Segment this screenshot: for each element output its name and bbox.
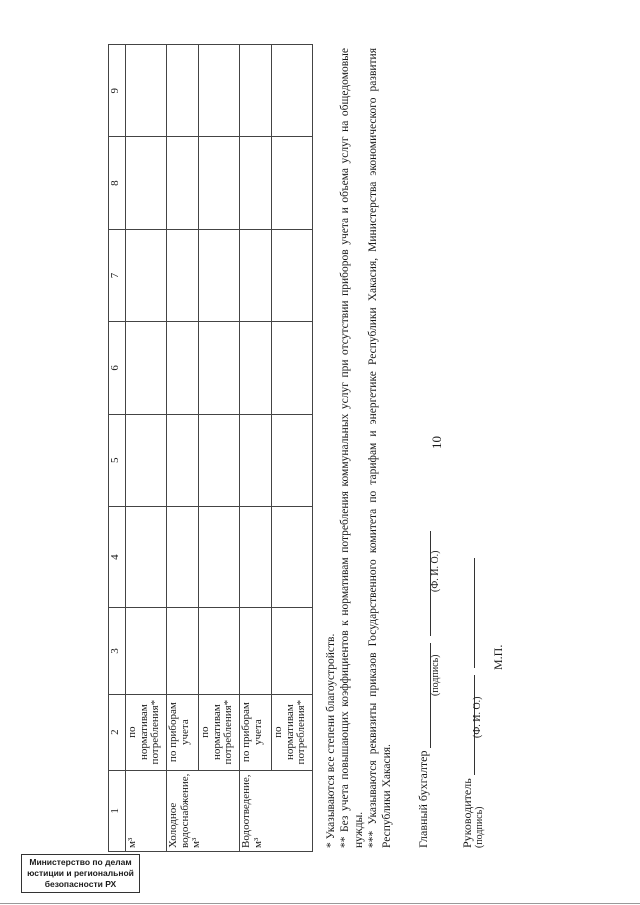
table-cell xyxy=(240,322,272,414)
signature-hint: (подпись) xyxy=(430,654,441,696)
table-cell xyxy=(126,229,167,321)
header-cell: 6 xyxy=(109,322,126,414)
table-cell xyxy=(167,506,199,607)
stamp-line: безопасности РХ xyxy=(44,879,117,889)
table-row xyxy=(240,45,272,852)
table-row xyxy=(272,45,313,852)
table-row xyxy=(199,45,240,852)
table-cell xyxy=(272,137,313,229)
table-cell xyxy=(167,45,199,137)
row-sublabel: по нормативам потребления* xyxy=(272,694,313,770)
table-cell xyxy=(199,414,240,506)
data-table xyxy=(108,44,313,852)
footnote: * Указываются все степени благоустройств. xyxy=(325,633,337,848)
table-cell xyxy=(240,45,272,137)
page-number: 10 xyxy=(429,436,444,449)
table-cell xyxy=(199,322,240,414)
row-sublabel: по приборам учета xyxy=(167,694,199,770)
row-sublabel: по нормативам потребления* xyxy=(126,694,167,770)
header-cell: 4 xyxy=(109,506,126,607)
header-cell: 9 xyxy=(109,45,126,137)
footnote: *** Указываются реквизиты приказов Государственного комитета по тарифам и энергетике Республики Хакасия, Министерства экономического развития Республики Хакасия. xyxy=(367,48,393,848)
name-hint: (Ф. И. О.) xyxy=(430,550,441,592)
table-row xyxy=(167,45,199,852)
chief-accountant-label: Главный бухгалтер xyxy=(416,750,430,848)
table-cell xyxy=(240,608,272,694)
row-sublabel: по нормативам потребления* xyxy=(199,694,240,770)
table-cell xyxy=(126,45,167,137)
page-edge xyxy=(0,903,640,904)
table-cell xyxy=(240,229,272,321)
name-hint: (Ф. И. О.) xyxy=(472,696,483,738)
header-cell: 3 xyxy=(109,608,126,694)
row-label: Водоотведение, м³ xyxy=(240,770,313,851)
table-cell xyxy=(272,45,313,137)
table-cell xyxy=(199,45,240,137)
table-cell xyxy=(199,608,240,694)
row-label: м³ xyxy=(126,770,167,851)
seal-mark: М.П. xyxy=(491,644,505,670)
row-label: Холодное водоснабжение, м³ xyxy=(167,770,240,851)
name-line xyxy=(474,558,475,668)
footnote: ** Без учета повышающих коэффициентов к нормативам потребления коммунальных услуг при отсутствии приборов учета и объема услуг на общедомовые нужды. xyxy=(339,48,365,848)
table-cell xyxy=(167,137,199,229)
table-cell xyxy=(126,608,167,694)
director-label: Руководитель xyxy=(460,778,474,848)
table-cell xyxy=(272,322,313,414)
table-cell xyxy=(126,137,167,229)
table-row xyxy=(126,45,167,852)
table-cell xyxy=(272,506,313,607)
rotated-sheet xyxy=(108,44,508,852)
table-cell xyxy=(272,229,313,321)
table-cell xyxy=(272,414,313,506)
table-cell xyxy=(126,414,167,506)
table-cell xyxy=(240,414,272,506)
header-cell: 7 xyxy=(109,229,126,321)
stamp-line: юстиции и региональной xyxy=(27,868,134,878)
header-cell: 5 xyxy=(109,414,126,506)
header-cell: 1 xyxy=(109,770,126,851)
table-cell xyxy=(167,414,199,506)
header-cell: 8 xyxy=(109,137,126,229)
table-cell xyxy=(167,322,199,414)
table-cell xyxy=(126,506,167,607)
table-cell xyxy=(240,137,272,229)
footnotes xyxy=(324,48,394,848)
table-cell xyxy=(199,229,240,321)
table-cell xyxy=(199,506,240,607)
stamp-line: Министерство по делам xyxy=(29,857,132,867)
header-cell: 2 xyxy=(109,694,126,770)
table-cell xyxy=(126,322,167,414)
table-cell xyxy=(167,229,199,321)
row-sublabel: по приборам учета xyxy=(240,694,272,770)
registration-stamp xyxy=(21,854,140,893)
table-cell xyxy=(240,506,272,607)
table-cell xyxy=(272,608,313,694)
table-cell xyxy=(199,137,240,229)
table-cell xyxy=(167,608,199,694)
signature-hint: (подпись) xyxy=(474,806,485,848)
header-row xyxy=(109,45,126,852)
